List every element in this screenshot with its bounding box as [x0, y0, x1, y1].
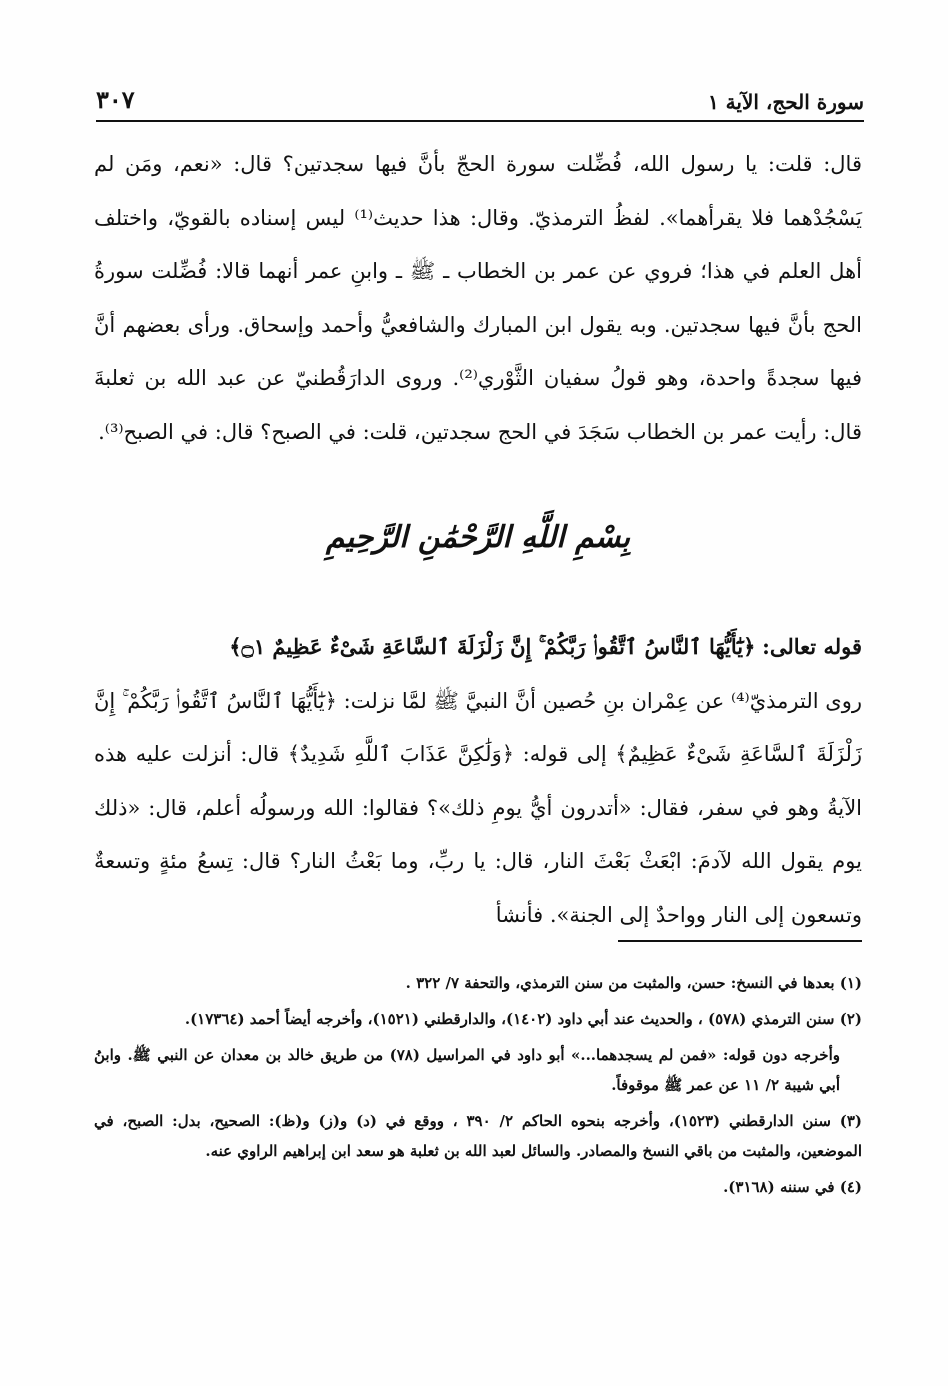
verse-intro: قوله تعالى: — [762, 634, 862, 659]
main-text — [94, 138, 862, 459]
page-header — [96, 74, 864, 122]
running-title: سورة الحج، الآية ١ — [707, 90, 864, 114]
footnote: (١) بعدها في النسخ: حسن، والمثبت من سنن الترمذي، والتحفة ٧/ ٣٢٢ . — [405, 974, 862, 992]
paragraph: قال: قلت: يا رسول الله، فُضِّلت سورة الحجّ بأنَّ فيها سجدتين؟ قال: «نعم، ومَن لم يَسْجُدْهما فلا يقرأهما». لفظُ الترمذيّ. وقال: هذا حديث⁽¹⁾ ليس إسناده بالقويّ، واختلف أهل العلم في هذا؛ فروي عن عمر بن الخطاب ـ ﷺ ـ وابنِ عمر أنهما قالا: فُضِّلت سورةُ الحج بأنَّ فيها سجدتين. وبه يقول ابن المبارك والشافعيُّ وأحمد وإسحاق. ورأى بعضهم أنَّ فيها سجدةً واحدة، وهو قولُ سفيان الثَّوْري⁽²⁾. وروى الدارَقُطنيّ عن عبد الله بن ثعلبةَ قال: رأيت عمر بن الخطاب سَجَدَ في الحج سجدتين، قلت: في الصبح؟ قال: في الصبح⁽³⁾. — [94, 152, 862, 444]
page-number: ٣٠٧ — [96, 85, 135, 114]
footnote-continuation: وأخرجه دون قوله: «فمن لم يسجدهما...» أبو داود في المراسيل (٧٨) من طريق خالد بن معدان عن النبي ﷺ. وابنُ أبي شيبة ٢/ ١١ عن عمر ﷺ موقوفاً. — [94, 1046, 840, 1094]
main-text-continued — [94, 620, 862, 942]
basmala: بِسْمِ اللَّهِ الرَّحْمَٰنِ الرَّحِيمِ — [325, 520, 631, 555]
quran-verse: ﴿يَٰٓأَيُّهَا ٱلنَّاسُ ٱتَّقُوا۟ رَبَّكُمْ ۚ إِنَّ زَلْزَلَةَ ٱلسَّاعَةِ شَىْءٌ عَظِيمٌ ۝١﴾ — [229, 634, 756, 659]
footnote: (٤) في سننه (٣١٦٨). — [723, 1178, 862, 1196]
footnote: (٢) سنن الترمذي (٥٧٨) ، والحديث عند أبي داود (١٤٠٢)، والدارقطني (١٥٢١)، وأخرجه أيضاً أحمد (١٧٣٦٤). — [184, 1010, 862, 1028]
footnotes — [94, 968, 862, 1208]
footnote-separator — [618, 940, 862, 942]
footnote: (٣) سنن الدارقطني (١٥٢٣)، وأخرجه بنحوه الحاكم ٢/ ٣٩٠ ، ووقع في (د) و(ز) و(ظ): الصحيح، بدل: الصبح، في الموضعين، والمثبت من باقي النسخ والمصادر. والسائل لعبد الله بن ثعلبة هو سعد ابن إبراهيم الراوي عنه. — [94, 1112, 863, 1160]
paragraph: روى الترمذيّ⁽⁴⁾ عن عِمْران بنِ حُصين أنَّ النبيَّ ﷺ لمَّا نزلت: ﴿يَٰٓأَيُّهَا ٱلنَّاسُ ٱتَّقُوا۟ رَبَّكُمْ ۚ إِنَّ زَلْزَلَةَ ٱلسَّاعَةِ شَىْءٌ عَظِيمٌ﴾ إلى قوله: ﴿وَلَٰكِنَّ عَذَابَ ٱللَّهِ شَدِيدٌ﴾ قال: أنزلت عليه هذه الآيةُ وهو في سفر، فقال: «أتدرون أيُّ يومِ ذلك»؟ فقالوا: الله ورسولُه أعلم، قال: «ذلك يوم يقول الله لآدمَ: ابْعَثْ بَعْثَ النار، قال: يا ربِّ، وما بَعْثُ النار؟ قال: تِسعُ مئةٍ وتسعةٌ وتسعون إلى النار وواحدٌ إلى الجنة». فأنشأ — [94, 688, 863, 927]
verse-line — [94, 620, 862, 675]
